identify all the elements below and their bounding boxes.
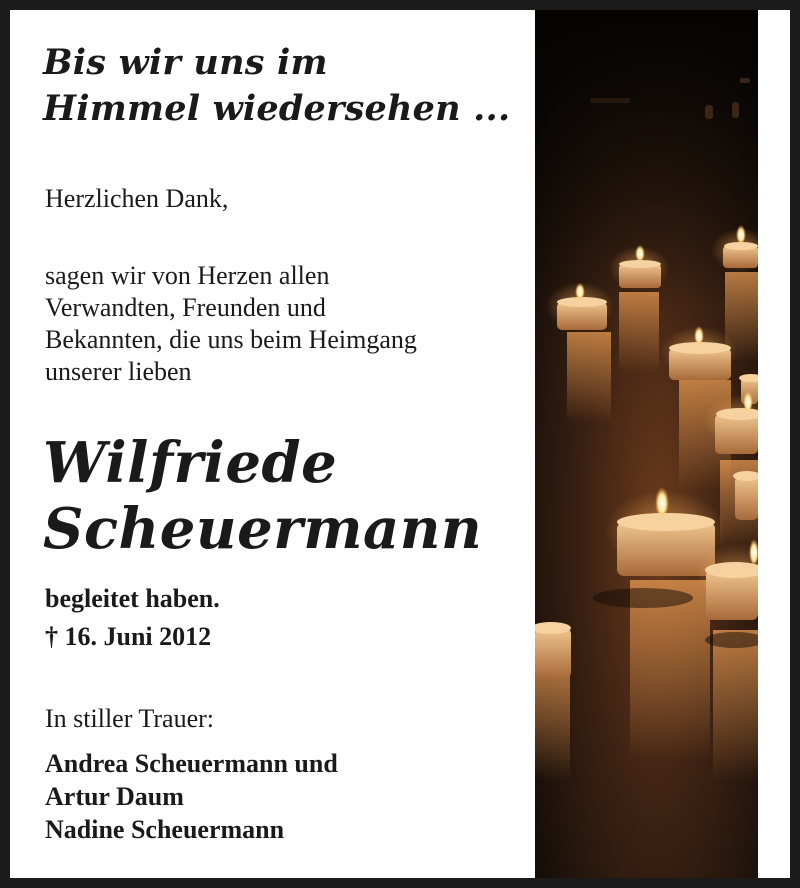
obituary-card bbox=[10, 10, 790, 878]
signers-list bbox=[45, 747, 338, 846]
thanks-message bbox=[45, 260, 525, 388]
accompanied-text: begleitet haben. bbox=[45, 584, 220, 613]
thanks-text: Herzlichen Dank, bbox=[45, 184, 229, 213]
mourning-label: In stiller Trauer: bbox=[45, 704, 214, 733]
right-margin bbox=[758, 10, 790, 878]
message-line-3: Bekannten, die uns beim Heimgang bbox=[45, 325, 417, 354]
deceased-first-name: Wilfriede bbox=[43, 430, 338, 496]
deceased-name bbox=[43, 430, 482, 562]
heading bbox=[43, 40, 533, 132]
signer-1: Andrea Scheuermann und bbox=[45, 749, 338, 778]
message-line-4: unserer lieben bbox=[45, 357, 192, 386]
cross-icon: † bbox=[45, 622, 58, 651]
candles-image bbox=[535, 10, 758, 878]
signer-2: Artur Daum bbox=[45, 782, 184, 811]
candles-photo bbox=[535, 10, 758, 878]
message-line-2: Verwandten, Freunden und bbox=[45, 293, 326, 322]
heading-line-2: Himmel wiedersehen ... bbox=[43, 88, 511, 129]
death-date-text: 16. Juni 2012 bbox=[64, 622, 212, 651]
text-column bbox=[10, 10, 535, 878]
signer-3: Nadine Scheuermann bbox=[45, 815, 285, 844]
deceased-last-name: Scheuermann bbox=[43, 496, 483, 562]
message-line-1: sagen wir von Herzen allen bbox=[45, 261, 330, 290]
death-date bbox=[45, 622, 211, 652]
heading-line-1: Bis wir uns im bbox=[43, 42, 328, 83]
